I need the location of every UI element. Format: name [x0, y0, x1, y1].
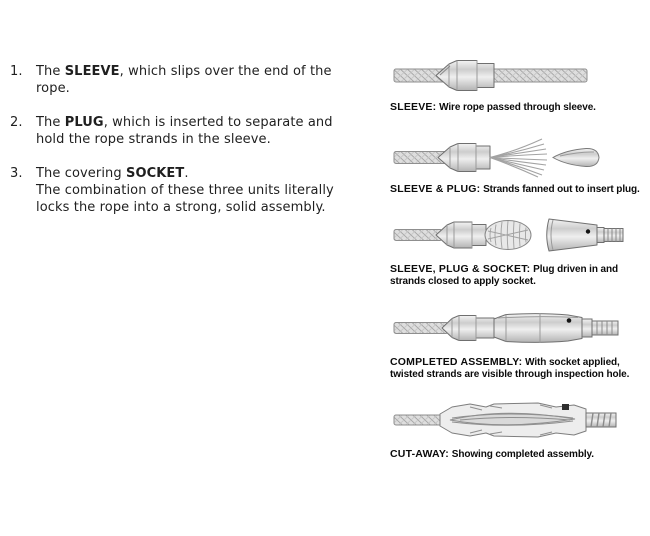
caption-label: CUT-AWAY: — [390, 448, 449, 460]
list-item-sleeve — [10, 63, 346, 97]
caption-label: SLEEVE: — [390, 101, 437, 113]
figure-caption — [390, 101, 644, 114]
caption-label: COMPLETED ASSEMBLY: — [390, 356, 523, 368]
list-number: 3. — [10, 166, 23, 181]
figure-caption — [390, 448, 644, 461]
cut-away-illustration — [390, 394, 640, 446]
caption-text: Strands fanned out to insert plug. — [483, 184, 640, 195]
list-number: 1. — [10, 64, 23, 79]
figure-sleeve — [390, 53, 644, 114]
term-sleeve: SLEEVE — [64, 64, 120, 79]
list-text: The SLEEVE, which slips over the end of the rope. — [36, 64, 332, 96]
inspection-hole — [567, 318, 572, 323]
caption-text: Plug driven in and strands closed to apply socket. — [390, 264, 618, 287]
figure-caption — [390, 356, 644, 381]
caption-label: SLEEVE, PLUG & SOCKET: — [390, 263, 531, 275]
caption-text: Showing completed assembly. — [451, 449, 594, 460]
figure-completed-assembly — [390, 302, 644, 381]
caption-text: With socket applied, twisted strands are visible through inspection hole. — [390, 357, 630, 380]
list-text: The PLUG, which is inserted to separate and hold the rope strands in the sleeve. — [36, 115, 333, 147]
list-item-socket — [10, 165, 346, 216]
figure-sleeve-plug — [390, 135, 644, 196]
list-item-plug — [10, 114, 346, 148]
figure-caption — [390, 263, 644, 288]
figure-sleeve-plug-socket — [390, 209, 644, 288]
sleeve-plug-socket-illustration — [390, 209, 640, 261]
sleeve-plug-illustration — [390, 135, 640, 181]
list-text: The covering SOCKET. The combination of these three units literally locks the rope into a strong, solid assembly. — [36, 165, 338, 216]
inspection-hole-section — [562, 404, 569, 410]
caption-label: SLEEVE & PLUG: — [390, 183, 481, 195]
socket-shape — [547, 219, 597, 251]
term-plug: PLUG — [64, 115, 104, 130]
instruction-list — [10, 63, 346, 233]
list-number: 2. — [10, 115, 23, 130]
caption-text: Wire rope passed through sleeve. — [439, 102, 596, 113]
list-text-continuation: The combination of these three units literally locks the rope into a strong, solid assembly. — [36, 183, 334, 215]
inspection-hole — [586, 229, 590, 233]
figure-caption — [390, 183, 644, 196]
term-socket: SOCKET — [125, 166, 185, 181]
figure-cut-away — [390, 394, 644, 461]
plug-shape — [553, 148, 599, 166]
completed-assembly-illustration — [390, 302, 640, 354]
sleeve-illustration — [390, 53, 640, 99]
fanned-strands — [490, 139, 547, 177]
